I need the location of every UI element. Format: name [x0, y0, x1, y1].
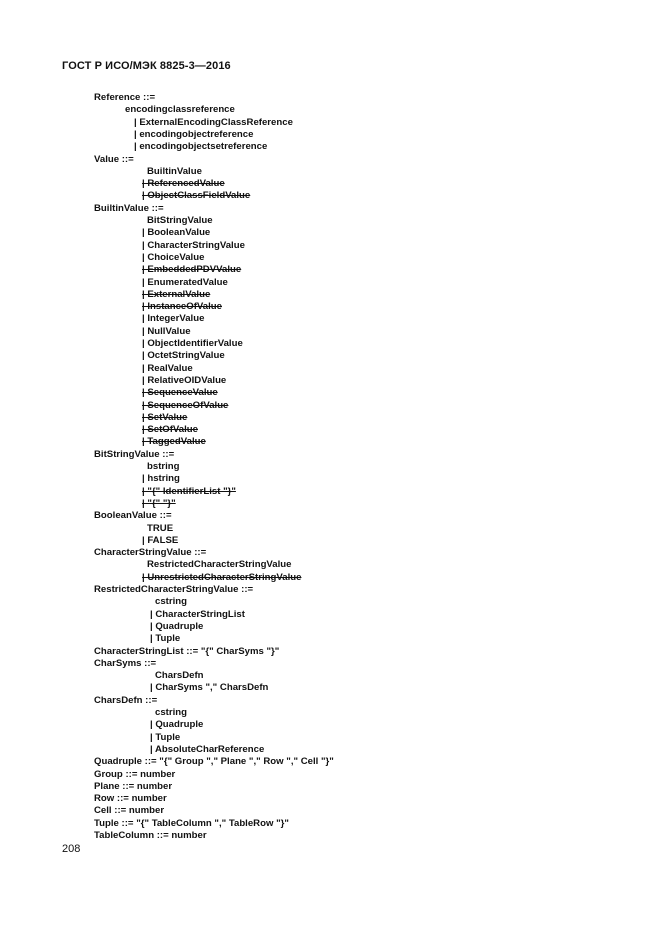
grammar-line: cstring — [155, 596, 187, 608]
grammar-line: TableColumn ::= number — [94, 830, 207, 841]
grammar-line: CharsDefn — [155, 670, 204, 682]
grammar-line: | FALSE — [142, 534, 179, 546]
grammar-line: | encodingobjectsetreference — [134, 141, 268, 153]
grammar-line: | hstring — [142, 473, 180, 485]
grammar-line: | ExternalEncodingClassReference — [134, 116, 293, 128]
grammar-line: Quadruple ::= "{" Group "," Plane "," Row "," Cell "}" — [94, 756, 334, 768]
struck-grammar-line: | EmbeddedPDVValue — [142, 264, 242, 276]
grammar-line: | AbsoluteCharReference — [150, 743, 265, 755]
struck-grammar-line: | UnrestrictedCharacterStringValue — [142, 571, 302, 583]
grammar-line: | RelativeOIDValue — [142, 374, 227, 386]
grammar-line: Group ::= number — [94, 768, 176, 780]
grammar-line: | CharacterStringList — [150, 608, 245, 620]
grammar-line: | RealValue — [142, 362, 193, 374]
grammar-line: | EnumeratedValue — [142, 276, 228, 288]
grammar-line: bstring — [147, 461, 180, 472]
grammar-line: Reference ::= — [94, 92, 156, 103]
grammar-line: cstring — [155, 707, 187, 718]
struck-grammar-line: | ObjectClassFieldValue — [142, 190, 251, 202]
grammar-line: BitStringValue ::= — [94, 448, 175, 460]
grammar-line: | OctetStringValue — [142, 350, 225, 362]
grammar-line: BuiltinValue — [147, 165, 202, 177]
grammar-line: | NullValue — [142, 325, 191, 337]
struck-grammar-line: | "{" IdentifierList "}" — [142, 485, 236, 497]
grammar-line: CharSyms ::= — [94, 657, 157, 669]
grammar-line: BuiltinValue ::= — [94, 202, 164, 214]
grammar-line: | Tuple — [150, 731, 181, 743]
grammar-line: | ChoiceValue — [142, 251, 205, 263]
grammar-line: | Quadruple — [150, 719, 204, 731]
grammar-line: Value ::= — [94, 153, 134, 165]
document-header: ГОСТ Р ИСО/МЭК 8825-3—2016 — [62, 60, 231, 72]
grammar-line: TRUE — [147, 522, 174, 534]
grammar-line: BitStringValue — [147, 215, 213, 226]
grammar-line: RestrictedCharacterStringValue ::= — [94, 584, 254, 595]
grammar-line: | BooleanValue — [142, 227, 211, 239]
struck-grammar-line: | TaggedValue — [142, 436, 206, 448]
grammar-line: CharacterStringList ::= "{" CharSyms "}" — [94, 645, 280, 657]
grammar-line: | Tuple — [150, 633, 181, 645]
grammar-line: | Quadruple — [150, 620, 204, 632]
struck-grammar-line: | InstanceOfValue — [142, 301, 222, 313]
struck-grammar-line: | SequenceValue — [142, 387, 218, 399]
grammar-line: Cell ::= number — [94, 805, 165, 817]
page-number: 208 — [62, 843, 81, 855]
grammar-line: | CharacterStringValue — [142, 239, 245, 251]
grammar-line: | IntegerValue — [142, 313, 205, 325]
struck-grammar-line: | SetValue — [142, 411, 188, 423]
grammar-line: | encodingobjectreference — [134, 128, 254, 140]
grammar-line: CharacterStringValue ::= — [94, 547, 207, 559]
struck-grammar-line: | SetOfValue — [142, 424, 199, 436]
grammar-line: BooleanValue ::= — [94, 510, 172, 522]
grammar-line: | CharSyms "," CharsDefn — [150, 682, 269, 694]
grammar-line: CharsDefn ::= — [94, 694, 158, 706]
grammar-line: Plane ::= number — [94, 780, 173, 792]
grammar-line: | ObjectIdentifierValue — [142, 338, 243, 349]
struck-grammar-line: | ReferencedValue — [142, 178, 225, 190]
struck-grammar-line: | ExternalValue — [142, 288, 211, 300]
grammar-line: RestrictedCharacterStringValue — [147, 559, 292, 571]
struck-grammar-line: | SequenceOfValue — [142, 399, 229, 411]
struck-grammar-line: | "{" "}" — [142, 497, 176, 509]
grammar-line: encodingclassreference — [125, 104, 235, 116]
grammar-line: Tuple ::= "{" TableColumn "," TableRow "}" — [94, 817, 289, 829]
grammar-line: Row ::= number — [94, 793, 167, 805]
